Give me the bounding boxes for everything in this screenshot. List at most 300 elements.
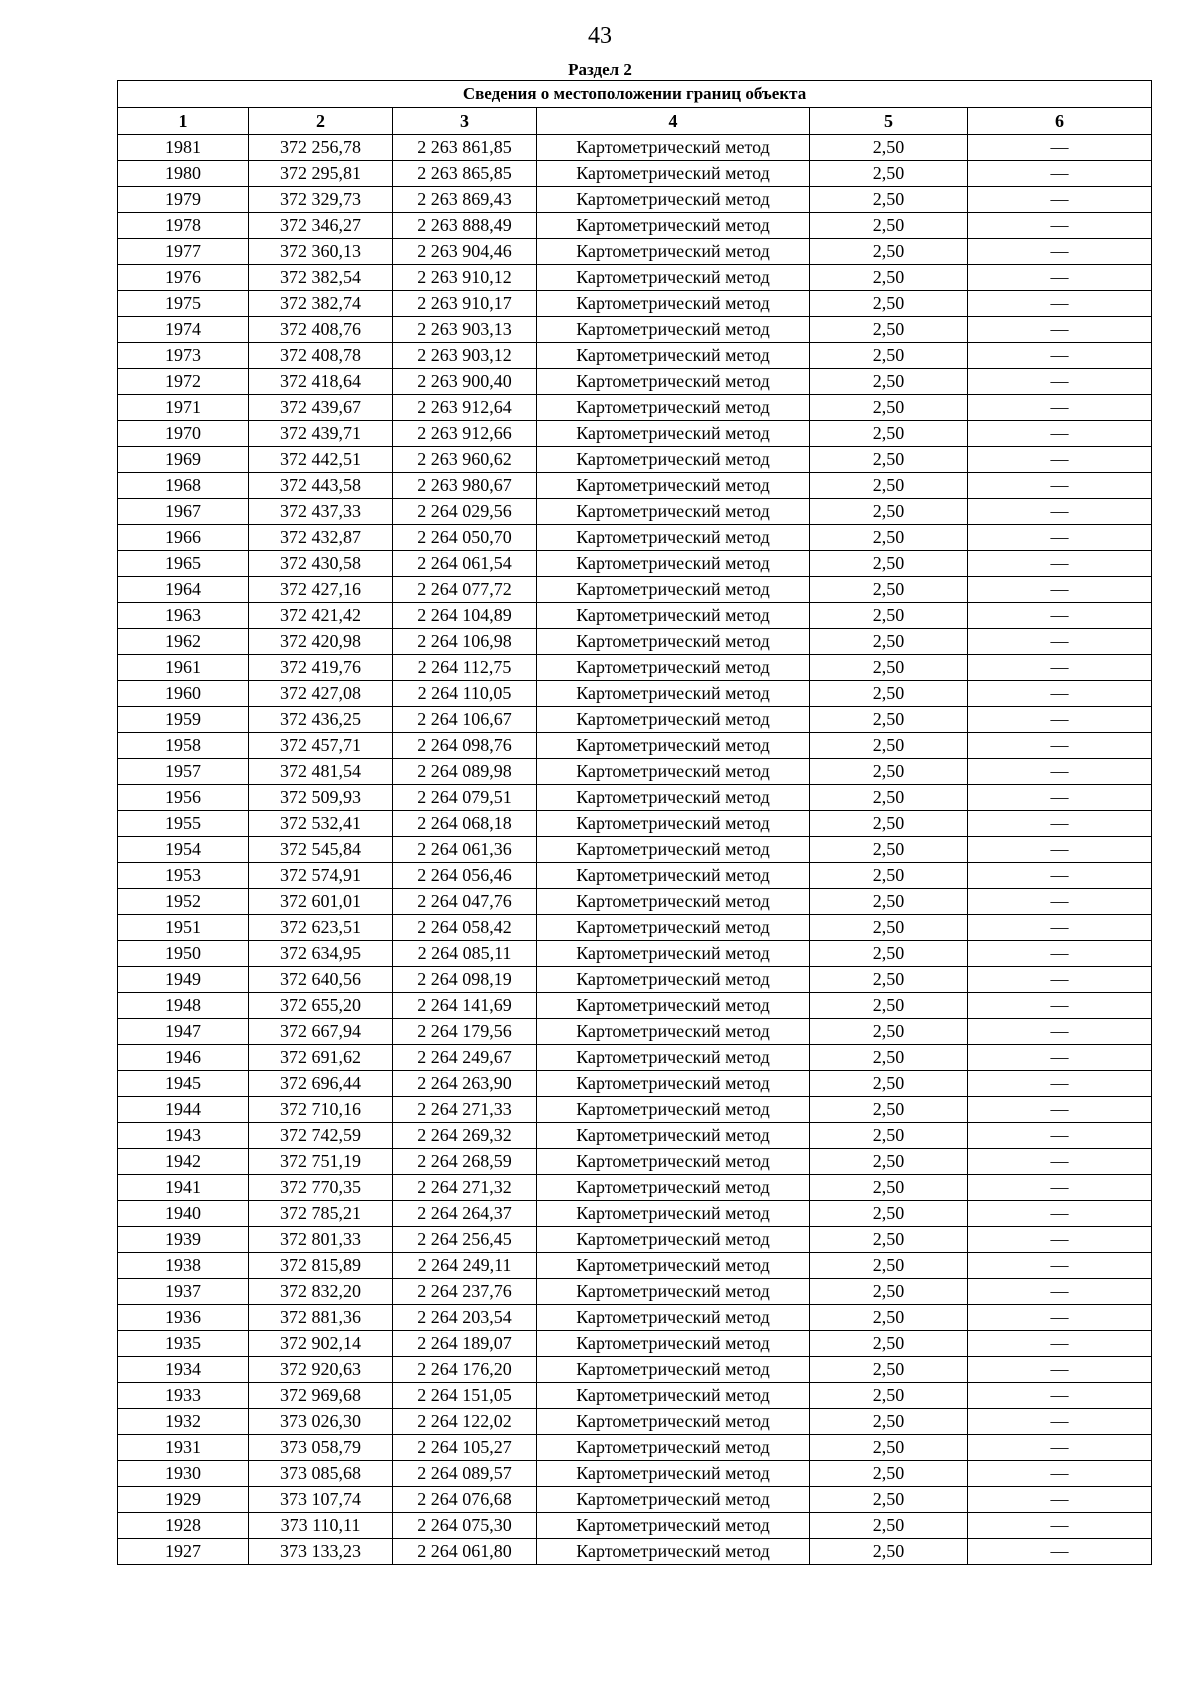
table-row [118, 1279, 1152, 1305]
y-coordinate-cell: 2 264 263,90 [393, 1071, 537, 1097]
column-header-6: 6 [968, 108, 1152, 135]
y-coordinate-cell: 2 264 061,36 [393, 837, 537, 863]
accuracy-cell: 2,50 [810, 1357, 968, 1383]
accuracy-cell: 2,50 [810, 759, 968, 785]
x-coordinate-cell: 372 382,74 [249, 291, 393, 317]
x-coordinate-cell: 372 801,33 [249, 1227, 393, 1253]
description-cell: — [968, 1513, 1152, 1539]
method-cell: Картометрический метод [537, 603, 810, 629]
y-coordinate-cell: 2 264 176,20 [393, 1357, 537, 1383]
method-cell: Картометрический метод [537, 1461, 810, 1487]
description-cell: — [968, 1253, 1152, 1279]
point-number-cell: 1951 [118, 915, 249, 941]
description-cell: — [968, 1383, 1152, 1409]
table-row [118, 343, 1152, 369]
x-coordinate-cell: 372 902,14 [249, 1331, 393, 1357]
x-coordinate-cell: 372 346,27 [249, 213, 393, 239]
accuracy-cell: 2,50 [810, 525, 968, 551]
description-cell: — [968, 915, 1152, 941]
y-coordinate-cell: 2 264 061,80 [393, 1539, 537, 1565]
y-coordinate-cell: 2 264 106,67 [393, 707, 537, 733]
table-row [118, 265, 1152, 291]
method-cell: Картометрический метод [537, 1253, 810, 1279]
description-cell: — [968, 421, 1152, 447]
accuracy-cell: 2,50 [810, 369, 968, 395]
point-number-cell: 1942 [118, 1149, 249, 1175]
table-row [118, 1357, 1152, 1383]
description-cell: — [968, 785, 1152, 811]
point-number-cell: 1980 [118, 161, 249, 187]
y-coordinate-cell: 2 264 112,75 [393, 655, 537, 681]
y-coordinate-cell: 2 263 865,85 [393, 161, 537, 187]
accuracy-cell: 2,50 [810, 733, 968, 759]
x-coordinate-cell: 373 026,30 [249, 1409, 393, 1435]
description-cell: — [968, 993, 1152, 1019]
y-coordinate-cell: 2 263 888,49 [393, 213, 537, 239]
y-coordinate-cell: 2 263 903,12 [393, 343, 537, 369]
accuracy-cell: 2,50 [810, 1071, 968, 1097]
accuracy-cell: 2,50 [810, 707, 968, 733]
description-cell: — [968, 1097, 1152, 1123]
x-coordinate-cell: 372 439,67 [249, 395, 393, 421]
x-coordinate-cell: 372 436,25 [249, 707, 393, 733]
accuracy-cell: 2,50 [810, 1279, 968, 1305]
y-coordinate-cell: 2 264 089,57 [393, 1461, 537, 1487]
description-cell: — [968, 525, 1152, 551]
column-header-2: 2 [249, 108, 393, 135]
point-number-cell: 1964 [118, 577, 249, 603]
description-cell: — [968, 213, 1152, 239]
description-cell: — [968, 1279, 1152, 1305]
point-number-cell: 1947 [118, 1019, 249, 1045]
x-coordinate-cell: 372 418,64 [249, 369, 393, 395]
table-row [118, 1539, 1152, 1565]
accuracy-cell: 2,50 [810, 785, 968, 811]
table-row [118, 811, 1152, 837]
x-coordinate-cell: 372 751,19 [249, 1149, 393, 1175]
description-cell: — [968, 447, 1152, 473]
accuracy-cell: 2,50 [810, 265, 968, 291]
x-coordinate-cell: 372 427,16 [249, 577, 393, 603]
x-coordinate-cell: 372 667,94 [249, 1019, 393, 1045]
method-cell: Картометрический метод [537, 915, 810, 941]
y-coordinate-cell: 2 263 910,17 [393, 291, 537, 317]
accuracy-cell: 2,50 [810, 213, 968, 239]
y-coordinate-cell: 2 263 912,66 [393, 421, 537, 447]
accuracy-cell: 2,50 [810, 343, 968, 369]
description-cell: — [968, 317, 1152, 343]
point-number-cell: 1931 [118, 1435, 249, 1461]
table-row [118, 889, 1152, 915]
table-row [118, 1201, 1152, 1227]
y-coordinate-cell: 2 264 269,32 [393, 1123, 537, 1149]
table-row [118, 577, 1152, 603]
x-coordinate-cell: 373 110,11 [249, 1513, 393, 1539]
table-row [118, 447, 1152, 473]
accuracy-cell: 2,50 [810, 135, 968, 161]
point-number-cell: 1956 [118, 785, 249, 811]
x-coordinate-cell: 372 832,20 [249, 1279, 393, 1305]
x-coordinate-cell: 372 443,58 [249, 473, 393, 499]
x-coordinate-cell: 373 085,68 [249, 1461, 393, 1487]
point-number-cell: 1960 [118, 681, 249, 707]
column-header-5: 5 [810, 108, 968, 135]
x-coordinate-cell: 372 623,51 [249, 915, 393, 941]
point-number-cell: 1934 [118, 1357, 249, 1383]
x-coordinate-cell: 372 601,01 [249, 889, 393, 915]
point-number-cell: 1943 [118, 1123, 249, 1149]
table-row [118, 1175, 1152, 1201]
y-coordinate-cell: 2 264 068,18 [393, 811, 537, 837]
x-coordinate-cell: 372 408,78 [249, 343, 393, 369]
x-coordinate-cell: 372 770,35 [249, 1175, 393, 1201]
y-coordinate-cell: 2 264 029,56 [393, 499, 537, 525]
accuracy-cell: 2,50 [810, 551, 968, 577]
table-caption-row [118, 81, 1152, 108]
point-number-cell: 1949 [118, 967, 249, 993]
method-cell: Картометрический метод [537, 1409, 810, 1435]
x-coordinate-cell: 372 295,81 [249, 161, 393, 187]
section-title: Раздел 2 [568, 60, 632, 79]
description-cell: — [968, 187, 1152, 213]
method-cell: Картометрический метод [537, 1097, 810, 1123]
y-coordinate-cell: 2 264 098,76 [393, 733, 537, 759]
description-cell: — [968, 1019, 1152, 1045]
y-coordinate-cell: 2 264 056,46 [393, 863, 537, 889]
table-header-row [118, 108, 1152, 135]
x-coordinate-cell: 373 107,74 [249, 1487, 393, 1513]
description-cell: — [968, 135, 1152, 161]
description-cell: — [968, 369, 1152, 395]
method-cell: Картометрический метод [537, 1435, 810, 1461]
method-cell: Картометрический метод [537, 889, 810, 915]
point-number-cell: 1932 [118, 1409, 249, 1435]
table-row [118, 681, 1152, 707]
y-coordinate-cell: 2 264 076,68 [393, 1487, 537, 1513]
y-coordinate-cell: 2 264 085,11 [393, 941, 537, 967]
accuracy-cell: 2,50 [810, 1097, 968, 1123]
accuracy-cell: 2,50 [810, 1019, 968, 1045]
x-coordinate-cell: 372 532,41 [249, 811, 393, 837]
description-cell: — [968, 1175, 1152, 1201]
y-coordinate-cell: 2 264 079,51 [393, 785, 537, 811]
accuracy-cell: 2,50 [810, 1435, 968, 1461]
point-number-cell: 1973 [118, 343, 249, 369]
accuracy-cell: 2,50 [810, 889, 968, 915]
method-cell: Картометрический метод [537, 551, 810, 577]
description-cell: — [968, 343, 1152, 369]
point-number-cell: 1962 [118, 629, 249, 655]
point-number-cell: 1938 [118, 1253, 249, 1279]
method-cell: Картометрический метод [537, 1071, 810, 1097]
accuracy-cell: 2,50 [810, 577, 968, 603]
point-number-cell: 1959 [118, 707, 249, 733]
column-header-1: 1 [118, 108, 249, 135]
method-cell: Картометрический метод [537, 1227, 810, 1253]
table-row [118, 1227, 1152, 1253]
y-coordinate-cell: 2 264 189,07 [393, 1331, 537, 1357]
point-number-cell: 1958 [118, 733, 249, 759]
point-number-cell: 1977 [118, 239, 249, 265]
point-number-cell: 1963 [118, 603, 249, 629]
method-cell: Картометрический метод [537, 707, 810, 733]
y-coordinate-cell: 2 264 141,69 [393, 993, 537, 1019]
description-cell: — [968, 239, 1152, 265]
accuracy-cell: 2,50 [810, 317, 968, 343]
table-row [118, 1461, 1152, 1487]
table-row [118, 603, 1152, 629]
accuracy-cell: 2,50 [810, 1513, 968, 1539]
accuracy-cell: 2,50 [810, 967, 968, 993]
column-header-4: 4 [537, 108, 810, 135]
point-number-cell: 1978 [118, 213, 249, 239]
y-coordinate-cell: 2 264 237,76 [393, 1279, 537, 1305]
description-cell: — [968, 499, 1152, 525]
page-number: 43 [588, 23, 612, 49]
accuracy-cell: 2,50 [810, 1045, 968, 1071]
y-coordinate-cell: 2 263 910,12 [393, 265, 537, 291]
method-cell: Картометрический метод [537, 369, 810, 395]
table-row [118, 1123, 1152, 1149]
method-cell: Картометрический метод [537, 135, 810, 161]
x-coordinate-cell: 372 481,54 [249, 759, 393, 785]
point-number-cell: 1961 [118, 655, 249, 681]
accuracy-cell: 2,50 [810, 447, 968, 473]
y-coordinate-cell: 2 263 900,40 [393, 369, 537, 395]
method-cell: Картометрический метод [537, 1019, 810, 1045]
table-row [118, 785, 1152, 811]
x-coordinate-cell: 373 058,79 [249, 1435, 393, 1461]
y-coordinate-cell: 2 264 249,11 [393, 1253, 537, 1279]
table-row [118, 1487, 1152, 1513]
point-number-cell: 1937 [118, 1279, 249, 1305]
point-number-cell: 1948 [118, 993, 249, 1019]
column-header-3: 3 [393, 108, 537, 135]
description-cell: — [968, 1461, 1152, 1487]
point-number-cell: 1954 [118, 837, 249, 863]
point-number-cell: 1928 [118, 1513, 249, 1539]
x-coordinate-cell: 372 329,73 [249, 187, 393, 213]
accuracy-cell: 2,50 [810, 1227, 968, 1253]
accuracy-cell: 2,50 [810, 1149, 968, 1175]
point-number-cell: 1930 [118, 1461, 249, 1487]
y-coordinate-cell: 2 264 061,54 [393, 551, 537, 577]
y-coordinate-cell: 2 263 980,67 [393, 473, 537, 499]
method-cell: Картометрический метод [537, 1305, 810, 1331]
method-cell: Картометрический метод [537, 1539, 810, 1565]
point-number-cell: 1946 [118, 1045, 249, 1071]
accuracy-cell: 2,50 [810, 863, 968, 889]
y-coordinate-cell: 2 264 075,30 [393, 1513, 537, 1539]
table-row [118, 733, 1152, 759]
table-row [118, 1071, 1152, 1097]
description-cell: — [968, 967, 1152, 993]
description-cell: — [968, 655, 1152, 681]
y-coordinate-cell: 2 264 105,27 [393, 1435, 537, 1461]
y-coordinate-cell: 2 264 271,33 [393, 1097, 537, 1123]
table-row [118, 187, 1152, 213]
point-number-cell: 1970 [118, 421, 249, 447]
accuracy-cell: 2,50 [810, 187, 968, 213]
method-cell: Картометрический метод [537, 447, 810, 473]
description-cell: — [968, 1201, 1152, 1227]
method-cell: Картометрический метод [537, 239, 810, 265]
method-cell: Картометрический метод [537, 1487, 810, 1513]
point-number-cell: 1945 [118, 1071, 249, 1097]
x-coordinate-cell: 372 420,98 [249, 629, 393, 655]
table-row [118, 1435, 1152, 1461]
method-cell: Картометрический метод [537, 759, 810, 785]
point-number-cell: 1957 [118, 759, 249, 785]
y-coordinate-cell: 2 263 960,62 [393, 447, 537, 473]
method-cell: Картометрический метод [537, 1279, 810, 1305]
x-coordinate-cell: 372 442,51 [249, 447, 393, 473]
description-cell: — [968, 265, 1152, 291]
table-row [118, 369, 1152, 395]
table-row [118, 1409, 1152, 1435]
x-coordinate-cell: 372 640,56 [249, 967, 393, 993]
accuracy-cell: 2,50 [810, 915, 968, 941]
accuracy-cell: 2,50 [810, 291, 968, 317]
table-row [118, 213, 1152, 239]
y-coordinate-cell: 2 264 203,54 [393, 1305, 537, 1331]
method-cell: Картометрический метод [537, 343, 810, 369]
description-cell: — [968, 291, 1152, 317]
description-cell: — [968, 1149, 1152, 1175]
point-number-cell: 1929 [118, 1487, 249, 1513]
point-number-cell: 1967 [118, 499, 249, 525]
point-number-cell: 1971 [118, 395, 249, 421]
method-cell: Картометрический метод [537, 499, 810, 525]
y-coordinate-cell: 2 264 110,05 [393, 681, 537, 707]
accuracy-cell: 2,50 [810, 1461, 968, 1487]
table-row [118, 395, 1152, 421]
accuracy-cell: 2,50 [810, 1201, 968, 1227]
x-coordinate-cell: 372 432,87 [249, 525, 393, 551]
description-cell: — [968, 395, 1152, 421]
table-row [118, 421, 1152, 447]
point-number-cell: 1968 [118, 473, 249, 499]
table-row [118, 161, 1152, 187]
accuracy-cell: 2,50 [810, 395, 968, 421]
x-coordinate-cell: 372 920,63 [249, 1357, 393, 1383]
x-coordinate-cell: 372 785,21 [249, 1201, 393, 1227]
accuracy-cell: 2,50 [810, 1305, 968, 1331]
description-cell: — [968, 837, 1152, 863]
description-cell: — [968, 1357, 1152, 1383]
point-number-cell: 1944 [118, 1097, 249, 1123]
table-row [118, 291, 1152, 317]
table-row [118, 551, 1152, 577]
x-coordinate-cell: 372 256,78 [249, 135, 393, 161]
table-row [118, 1383, 1152, 1409]
y-coordinate-cell: 2 264 264,37 [393, 1201, 537, 1227]
point-number-cell: 1941 [118, 1175, 249, 1201]
x-coordinate-cell: 372 574,91 [249, 863, 393, 889]
table-row [118, 1045, 1152, 1071]
y-coordinate-cell: 2 264 106,98 [393, 629, 537, 655]
table-row [118, 915, 1152, 941]
y-coordinate-cell: 2 263 869,43 [393, 187, 537, 213]
x-coordinate-cell: 372 419,76 [249, 655, 393, 681]
x-coordinate-cell: 372 509,93 [249, 785, 393, 811]
description-cell: — [968, 161, 1152, 187]
y-coordinate-cell: 2 263 903,13 [393, 317, 537, 343]
table-row [118, 1097, 1152, 1123]
x-coordinate-cell: 372 427,08 [249, 681, 393, 707]
method-cell: Картометрический метод [537, 1331, 810, 1357]
table-row [118, 135, 1152, 161]
table-row [118, 1305, 1152, 1331]
x-coordinate-cell: 372 969,68 [249, 1383, 393, 1409]
point-number-cell: 1965 [118, 551, 249, 577]
table-row [118, 525, 1152, 551]
table-row [118, 1331, 1152, 1357]
description-cell: — [968, 707, 1152, 733]
y-coordinate-cell: 2 264 089,98 [393, 759, 537, 785]
point-number-cell: 1936 [118, 1305, 249, 1331]
point-number-cell: 1976 [118, 265, 249, 291]
y-coordinate-cell: 2 264 098,19 [393, 967, 537, 993]
y-coordinate-cell: 2 264 179,56 [393, 1019, 537, 1045]
x-coordinate-cell: 372 710,16 [249, 1097, 393, 1123]
table-row [118, 863, 1152, 889]
table-row [118, 759, 1152, 785]
accuracy-cell: 2,50 [810, 603, 968, 629]
accuracy-cell: 2,50 [810, 1123, 968, 1149]
method-cell: Картометрический метод [537, 395, 810, 421]
accuracy-cell: 2,50 [810, 1487, 968, 1513]
table-row [118, 993, 1152, 1019]
accuracy-cell: 2,50 [810, 1253, 968, 1279]
table-row [118, 967, 1152, 993]
point-number-cell: 1969 [118, 447, 249, 473]
method-cell: Картометрический метод [537, 525, 810, 551]
x-coordinate-cell: 372 815,89 [249, 1253, 393, 1279]
x-coordinate-cell: 372 545,84 [249, 837, 393, 863]
y-coordinate-cell: 2 264 047,76 [393, 889, 537, 915]
table-body [118, 135, 1152, 1565]
accuracy-cell: 2,50 [810, 1409, 968, 1435]
table-row [118, 629, 1152, 655]
method-cell: Картометрический метод [537, 785, 810, 811]
point-number-cell: 1955 [118, 811, 249, 837]
y-coordinate-cell: 2 263 912,64 [393, 395, 537, 421]
table-row [118, 317, 1152, 343]
description-cell: — [968, 811, 1152, 837]
description-cell: — [968, 863, 1152, 889]
description-cell: — [968, 1435, 1152, 1461]
method-cell: Картометрический метод [537, 811, 810, 837]
description-cell: — [968, 1409, 1152, 1435]
point-number-cell: 1939 [118, 1227, 249, 1253]
y-coordinate-cell: 2 264 268,59 [393, 1149, 537, 1175]
accuracy-cell: 2,50 [810, 811, 968, 837]
x-coordinate-cell: 372 430,58 [249, 551, 393, 577]
description-cell: — [968, 1539, 1152, 1565]
y-coordinate-cell: 2 264 058,42 [393, 915, 537, 941]
point-number-cell: 1927 [118, 1539, 249, 1565]
method-cell: Картометрический метод [537, 1383, 810, 1409]
method-cell: Картометрический метод [537, 863, 810, 889]
method-cell: Картометрический метод [537, 733, 810, 759]
description-cell: — [968, 1305, 1152, 1331]
accuracy-cell: 2,50 [810, 681, 968, 707]
x-coordinate-cell: 372 382,54 [249, 265, 393, 291]
description-cell: — [968, 1331, 1152, 1357]
table-caption: Сведения о местоположении границ объекта [118, 81, 1152, 108]
method-cell: Картометрический метод [537, 993, 810, 1019]
